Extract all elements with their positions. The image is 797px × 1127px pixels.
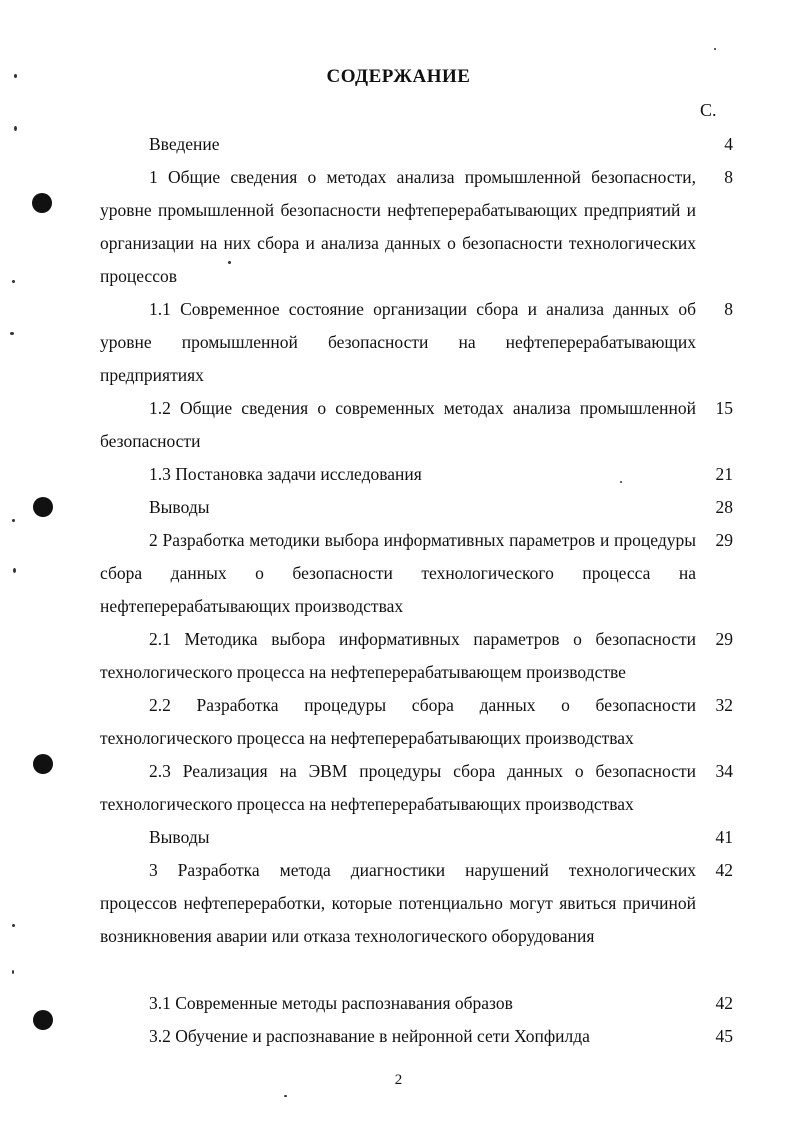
toc-entry[interactable] — [100, 293, 696, 392]
toc-entry-text: 1.3 Постановка задачи исследования — [149, 464, 422, 484]
toc-entry-page: 4 — [724, 134, 733, 154]
toc-entry[interactable] — [100, 491, 696, 524]
toc-entry-page: 8 — [724, 299, 733, 319]
toc-entry[interactable] — [100, 1020, 696, 1053]
toc-entry-page: 34 — [715, 761, 733, 781]
scan-speck — [13, 568, 16, 573]
toc-entry-text: 3 Разработка метода диагностики нарушений технологических процессов нефтепереработки, которые потенциально могут явиться причиной возникновения аварии или отказа технологического оборудования — [100, 860, 696, 946]
toc-entry-text: Выводы — [149, 497, 210, 517]
toc-entry[interactable] — [100, 623, 696, 689]
scan-speck — [714, 48, 716, 50]
scan-speck — [10, 332, 14, 335]
toc-entry-page: 29 — [715, 530, 733, 550]
toc-entry-page: 8 — [724, 167, 733, 187]
toc-entry[interactable] — [100, 987, 696, 1020]
scan-speck — [14, 126, 17, 131]
toc-entry-text: Выводы — [149, 827, 210, 847]
scan-speck — [12, 970, 14, 974]
toc-entry-text: Введение — [149, 134, 220, 154]
page-number: 2 — [394, 1072, 403, 1088]
toc-entry[interactable] — [100, 689, 696, 755]
toc-entry[interactable] — [100, 524, 696, 623]
toc-entry[interactable] — [100, 755, 696, 821]
toc-entry[interactable] — [100, 392, 696, 458]
toc-entry-text: 2.2 Разработка процедуры сбора данных о безопасности технологического процесса на нефтеперерабатывающих производствах — [100, 695, 696, 748]
toc-entry[interactable] — [100, 854, 696, 953]
scan-speck — [12, 519, 15, 522]
page-title: СОДЕРЖАНИЕ — [326, 66, 471, 87]
binder-hole — [33, 1010, 53, 1030]
toc-entry-page: 41 — [715, 827, 733, 847]
toc-entry-page: 32 — [715, 695, 733, 715]
scan-speck — [12, 280, 15, 283]
toc-entry-text: 2.1 Методика выбора информативных параметров о безопасности технологического процесса на нефтеперерабатывающем производстве — [100, 629, 696, 682]
binder-hole — [33, 497, 53, 517]
scan-speck — [14, 74, 17, 78]
toc-entry-page: 15 — [715, 398, 733, 418]
toc-entry-page: 42 — [715, 860, 733, 880]
toc-entry-page: 45 — [715, 1026, 733, 1046]
toc-entry-page: 21 — [715, 464, 733, 484]
toc-entry-page: 42 — [715, 993, 733, 1013]
toc-entry-text: 1.2 Общие сведения о современных методах анализа промышленной безопасности — [100, 398, 696, 451]
toc-entry-text: 2 Разработка методики выбора информативных параметров и процедуры сбора данных о безопасности технологического процесса на нефтеперерабатывающих производствах — [100, 530, 696, 616]
scan-speck — [12, 924, 15, 927]
toc-entry-page: 28 — [715, 497, 733, 517]
toc-entry[interactable] — [100, 458, 696, 491]
toc-entry-text: 3.1 Современные методы распознавания образов — [149, 993, 513, 1013]
binder-hole — [33, 754, 53, 774]
toc-entry-text: 1.1 Современное состояние организации сбора и анализа данных об уровне промышленной безопасности на нефтеперерабатывающих предприятиях — [100, 299, 696, 385]
page-column-header: С. — [700, 100, 717, 120]
scan-speck — [620, 481, 622, 483]
toc-entry-text: 1 Общие сведения о методах анализа промышленной безопасности, уровне промышленной безопасности нефтеперерабатывающих предприятий и организации на них сбора и анализа данных о безопасности технологических процессов — [100, 167, 696, 286]
scan-speck — [228, 261, 231, 264]
toc-entry-text: 2.3 Реализация на ЭВМ процедуры сбора данных о безопасности технологического процесса на нефтеперерабатывающих производствах — [100, 761, 696, 814]
scan-speck — [284, 1095, 287, 1097]
toc-entry-page: 29 — [715, 629, 733, 649]
toc-entry[interactable] — [100, 821, 696, 854]
toc-entry[interactable] — [100, 161, 696, 293]
binder-hole — [32, 193, 52, 213]
toc-entry-text: 3.2 Обучение и распознавание в нейронной сети Хопфилда — [149, 1026, 590, 1046]
toc-entry[interactable] — [100, 128, 696, 161]
